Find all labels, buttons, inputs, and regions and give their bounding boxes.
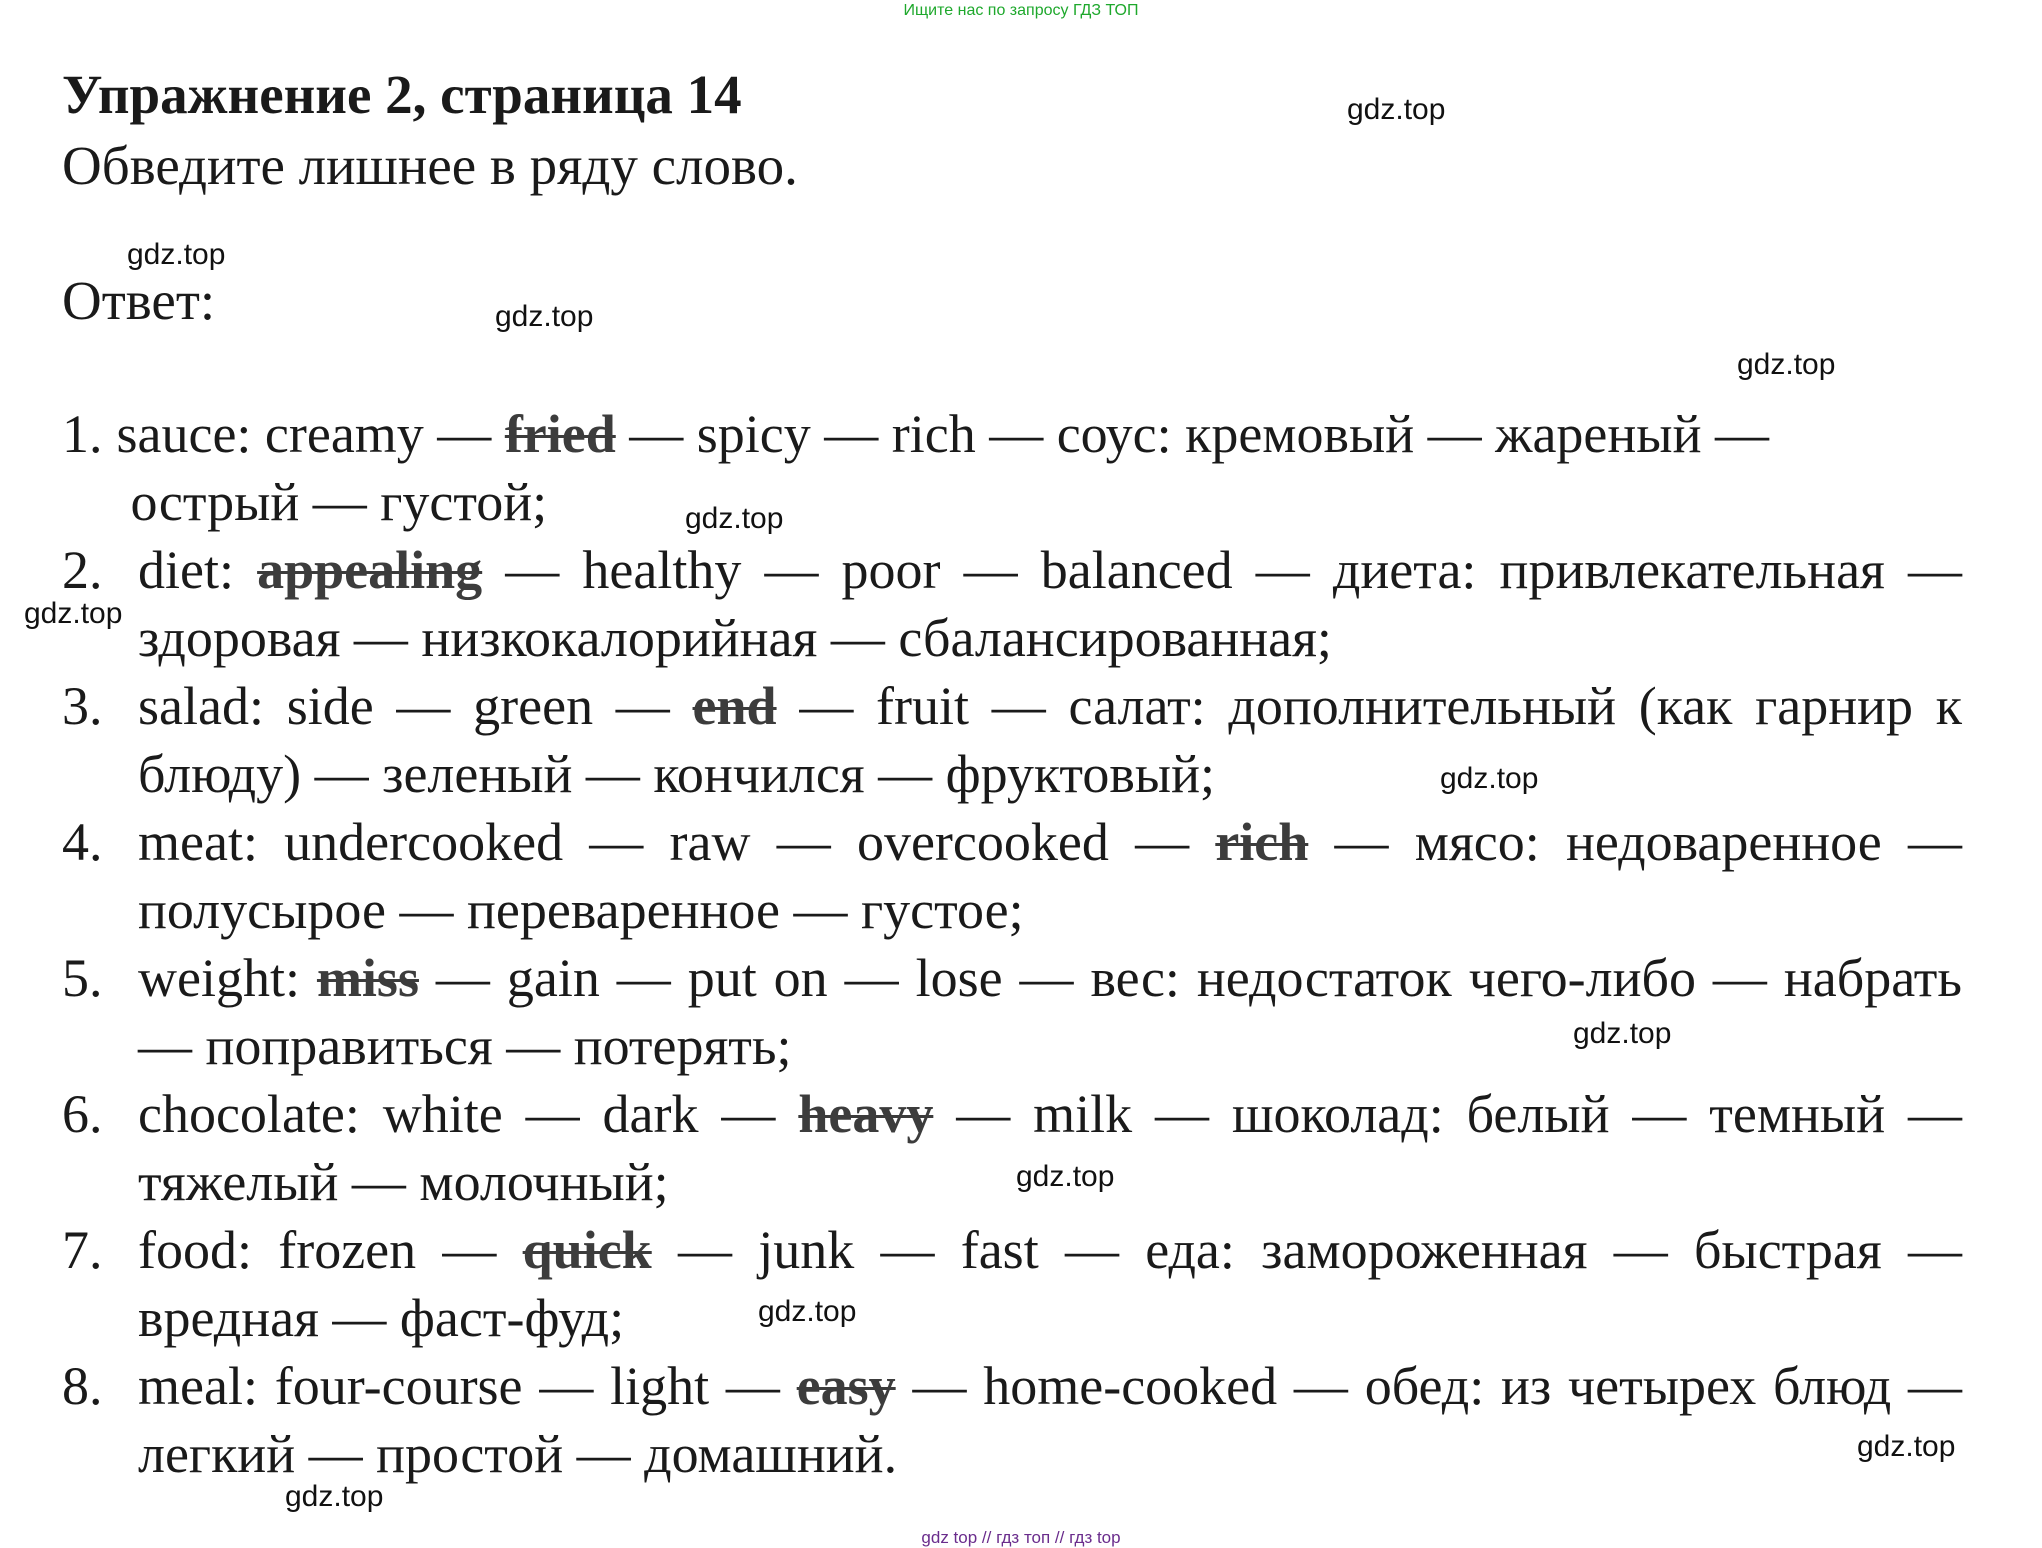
item-text: meal: four-course — light — easy — home-cooked — обед: из четырех блюд — легкий — простой — домашний. — [138, 1356, 1962, 1484]
answer-item-4 — [62, 808, 1962, 944]
task-instruction: Обведите лишнее в ряду слово. — [62, 135, 798, 196]
watermark: gdz.top — [758, 1295, 857, 1328]
watermark: gdz.top — [685, 502, 784, 535]
item-text: meat: undercooked — raw — overcooked — rich — мясо: недоваренное — полусырое — переваренное — густое; — [138, 812, 1962, 940]
top-search-banner: Ищите нас по запросу ГДЗ ТОП — [903, 2, 1139, 19]
watermark: gdz.top — [24, 597, 123, 630]
answer-item-1 — [62, 400, 1962, 536]
watermark: gdz.top — [1573, 1017, 1672, 1050]
odd-word-crossed: fried — [504, 404, 616, 464]
item-number: 1. — [62, 404, 103, 464]
answer-item-3 — [62, 672, 1962, 808]
odd-word-crossed: appealing — [257, 540, 483, 600]
answer-item-8 — [62, 1352, 1962, 1488]
item-number: 7. — [62, 1220, 103, 1280]
answer-list — [62, 400, 1962, 1488]
exercise-title: Упражнение 2, страница 14 — [62, 64, 742, 125]
item-number: 6. — [62, 1084, 103, 1144]
footer-links: gdz top // гдз топ // гдз top — [921, 1528, 1121, 1547]
answer-label: Ответ: — [62, 270, 216, 331]
odd-word-crossed: heavy — [798, 1084, 934, 1144]
odd-word-crossed: quick — [522, 1220, 652, 1280]
odd-word-crossed: end — [692, 676, 777, 736]
item-text: food: frozen — quick — junk — fast — еда: замороженная — быстрая — вредная — фаст-фуд; — [138, 1220, 1962, 1348]
watermark: gdz.top — [285, 1480, 384, 1513]
odd-word-crossed: rich — [1215, 812, 1309, 872]
watermark: gdz.top — [1016, 1160, 1115, 1193]
item-number: 3. — [62, 676, 103, 736]
watermark: gdz.top — [127, 238, 226, 271]
answer-item-2 — [62, 536, 1962, 672]
item-continuation: острый — густой; — [130, 472, 548, 532]
item-text: sauce: creamy — fried — spicy — rich — соус: кремовый — жареный — острый — густой; — [117, 400, 1963, 536]
watermark: gdz.top — [1347, 93, 1446, 126]
item-number: 4. — [62, 812, 103, 872]
answer-item-7 — [62, 1216, 1962, 1352]
item-text: weight: miss — gain — put on — lose — вес: недостаток чего-либо — набрать — поправиться — потерять; — [138, 948, 1962, 1076]
watermark: gdz.top — [1737, 348, 1836, 381]
item-text: salad: side — green — end — fruit — салат: дополнительный (как гарнир к блюду) — зеленый — кончился — фруктовый; — [138, 676, 1962, 804]
item-text: chocolate: white — dark — heavy — milk — шоколад: белый — темный — тяжелый — молочный; — [138, 1084, 1962, 1212]
watermark: gdz.top — [1440, 762, 1539, 795]
item-text: diet: appealing — healthy — poor — balanced — диета: привлекательная — здоровая — низкокалорийная — сбалансированная; — [138, 540, 1962, 668]
item-number: 8. — [62, 1356, 103, 1416]
item-number: 5. — [62, 948, 103, 1008]
watermark: gdz.top — [1857, 1430, 1956, 1463]
item-number: 2. — [62, 540, 103, 600]
odd-word-crossed: easy — [796, 1356, 896, 1416]
answer-item-6 — [62, 1080, 1962, 1216]
odd-word-crossed: miss — [316, 948, 419, 1008]
answer-item-5 — [62, 944, 1962, 1080]
watermark: gdz.top — [495, 300, 594, 333]
